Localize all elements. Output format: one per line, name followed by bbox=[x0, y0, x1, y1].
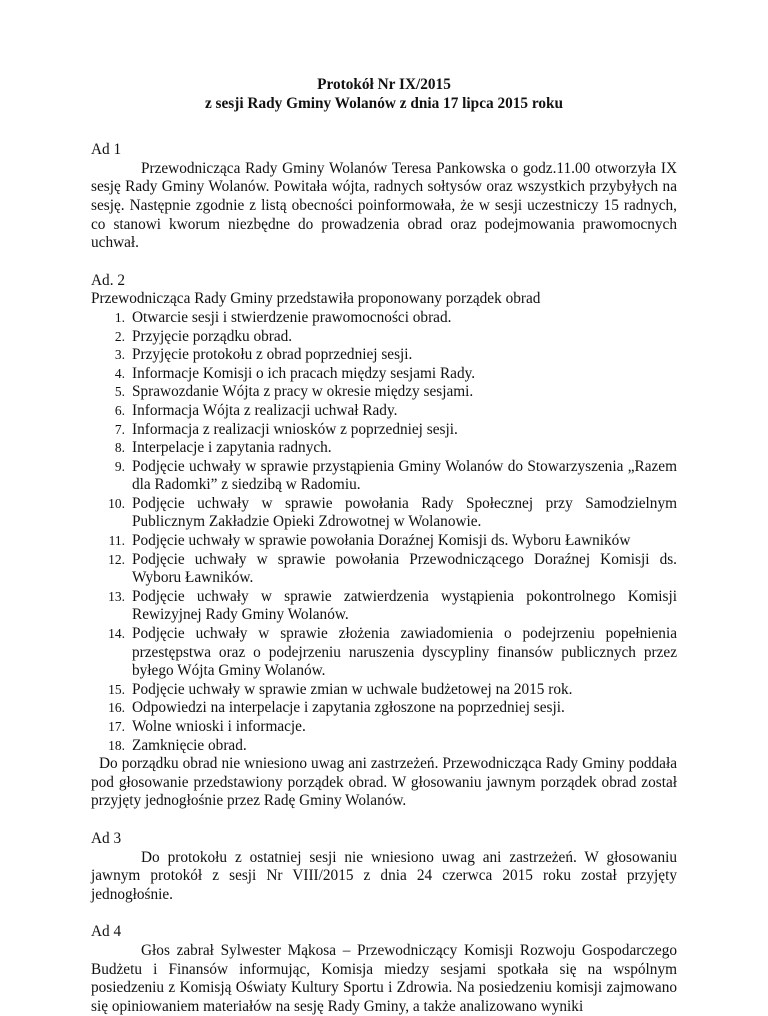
agenda-item-number: 1. bbox=[114, 309, 125, 325]
agenda-item-number: 18. bbox=[108, 737, 125, 753]
agenda-item-text: Otwarcie sesji i stwierdzenie prawomocności obrad. bbox=[132, 308, 452, 326]
agenda-item-number: 10. bbox=[108, 495, 125, 511]
agenda-item-text: Informacja z realizacji wniosków z poprzedniej sesji. bbox=[132, 420, 458, 438]
agenda-item bbox=[91, 699, 677, 718]
section-ad3 bbox=[91, 830, 677, 904]
agenda-item-text: Przyjęcie porządku obrad. bbox=[132, 327, 293, 345]
agenda-item bbox=[91, 309, 677, 328]
agenda-item-number: 2. bbox=[114, 328, 125, 344]
agenda-item-text: Przyjęcie protokołu z obrad poprzedniej sesji. bbox=[132, 346, 413, 364]
agenda-item-number: 6. bbox=[114, 402, 125, 418]
agenda-list bbox=[91, 309, 677, 755]
agenda-outro: Do porządku obrad nie wniesiono uwag ani zastrzeżeń. Przewodnicząca Rady Gminy poddała pod głosowanie przedstawiony porządek obrad. W głosowaniu jawnym porządek obrad został przyjęty jednogłośnie przez Radę Gminy Wolanów. bbox=[91, 755, 677, 810]
agenda-item bbox=[91, 421, 677, 440]
agenda-item bbox=[91, 495, 677, 532]
section-paragraph: Przewodnicząca Rady Gminy Wolanów Teresa Pankowska o godz.11.00 otworzyła IX sesję Rady Gminy Wolanów. Powitała wójta, radnych sołtysów oraz wszystkich przybyłych na sesję. Następnie zgodnie z listą obecności poinformowała, że w sesji uczestniczy 15 radnych, co stanowi kworum niezbędne do prowadzenia obrad oraz podejmowania prawomocnych uchwał. bbox=[91, 159, 677, 252]
agenda-item bbox=[91, 365, 677, 384]
section-heading: Ad 4 bbox=[91, 923, 122, 941]
agenda-item bbox=[91, 458, 677, 495]
agenda-item-text: Podjęcie uchwały w sprawie zatwierdzenia wystąpienia pokontrolnego Komisji Rewizyjnej Rady Gminy Wolanów. bbox=[132, 587, 677, 624]
agenda-item-number: 13. bbox=[108, 588, 125, 604]
agenda-item-text: Interpelacje i zapytania radnych. bbox=[132, 439, 332, 457]
agenda-item bbox=[91, 328, 677, 347]
agenda-item-number: 11. bbox=[108, 533, 125, 549]
agenda-item bbox=[91, 718, 677, 737]
agenda-item-number: 8. bbox=[114, 440, 125, 456]
agenda-item-number: 17. bbox=[108, 719, 125, 734]
document-title bbox=[91, 76, 677, 113]
section-ad2 bbox=[91, 272, 677, 811]
agenda-item-text: Odpowiedzi na interpelacje i zapytania zgłoszone na poprzedniej sesji. bbox=[132, 699, 565, 717]
agenda-item bbox=[91, 551, 677, 588]
agenda-item-number: 5. bbox=[114, 384, 125, 400]
agenda-item-number: 12. bbox=[108, 551, 125, 567]
agenda-item bbox=[91, 588, 677, 625]
agenda-item bbox=[91, 346, 677, 365]
agenda-item-number: 3. bbox=[114, 347, 125, 363]
agenda-item-number: 4. bbox=[114, 365, 125, 381]
agenda-item-text: Informacja Wójta z realizacji uchwał Rady. bbox=[132, 401, 398, 419]
section-heading: Ad 3 bbox=[91, 829, 122, 847]
section-paragraph: Do protokołu z ostatniej sesji nie wniesiono uwag ani zastrzeżeń. W głosowaniu jawnym protokół z sesji Nr VIII/2015 z dnia 24 czerwca 2015 roku został przyjęty jednogłośnie. bbox=[91, 848, 677, 903]
agenda-item-text: Wolne wnioski i informacje. bbox=[132, 718, 306, 735]
agenda-item-number: 9. bbox=[114, 458, 125, 474]
agenda-item-text: Podjęcie uchwały w sprawie powołania Rady Społecznej przy Samodzielnym Publicznym Zakładzie Opieki Zdrowotnej w Wolanowie. bbox=[132, 494, 677, 531]
agenda-item-number: 7. bbox=[114, 421, 125, 437]
agenda-item-text: Podjęcie uchwały w sprawie przystąpienia Gminy Wolanów do Stowarzyszenia „Razem dla Radomki” z siedzibą w Radomiu. bbox=[132, 457, 677, 494]
agenda-item-text: Podjęcie uchwały w sprawie zmian w uchwale budżetowej na 2015 rok. bbox=[132, 680, 573, 698]
section-heading: Ad 1 bbox=[91, 141, 122, 159]
section-paragraph: Głos zabrał Sylwester Mąkosa – Przewodniczący Komisji Rozwoju Gospodarczego Budżetu i Finansów informując, Komisja miedzy sesjami spotkała się na wspólnym posiedzeniu z Komisją Oświaty Kultury Sportu i Zdrowia. Na posiedzeniu komisji zajmowano się opiniowaniem materiałów na sesję Rady Gminy, a także analizowano wyniki bbox=[91, 941, 677, 1015]
title-line-2: z sesji Rady Gminy Wolanów z dnia 17 lipca 2015 roku bbox=[204, 94, 564, 112]
agenda-item-number: 16. bbox=[108, 700, 125, 716]
agenda-item bbox=[91, 439, 677, 458]
section-ad1 bbox=[91, 141, 677, 253]
section-heading: Ad. 2 bbox=[91, 271, 125, 289]
agenda-item-text: Podjęcie uchwały w sprawie złożenia zawiadomienia o podejrzeniu popełnienia przestępstwa oraz o podejrzeniu naruszenia dyscypliny finansów publicznych przez byłego Wójta Gminy Wolanów. bbox=[132, 625, 677, 680]
agenda-item bbox=[91, 737, 677, 756]
agenda-item-text: Informacje Komisji o ich pracach między sesjami Rady. bbox=[132, 364, 476, 382]
agenda-item-text: Podjęcie uchwały w sprawie powołania Doraźnej Komisji ds. Wyboru Ławników bbox=[132, 532, 631, 550]
agenda-item-text: Zamknięcie obrad. bbox=[132, 736, 247, 754]
agenda-item bbox=[91, 402, 677, 421]
agenda-intro: Przewodnicząca Rady Gminy przedstawiła proponowany porządek obrad bbox=[91, 290, 541, 308]
agenda-item-text: Sprawozdanie Wójta z pracy w okresie między sesjami. bbox=[132, 383, 474, 401]
agenda-item bbox=[91, 681, 677, 700]
agenda-item-number: 14. bbox=[108, 626, 125, 642]
agenda-item-number: 15. bbox=[108, 681, 125, 697]
title-line-1: Protokół Nr IX/2015 bbox=[317, 76, 451, 93]
agenda-item bbox=[91, 532, 677, 551]
agenda-item bbox=[91, 625, 677, 681]
section-ad4 bbox=[91, 923, 677, 1016]
agenda-item bbox=[91, 383, 677, 402]
agenda-item-text: Podjęcie uchwały w sprawie powołania Przewodniczącego Doraźnej Komisji ds. Wyboru Ławników. bbox=[132, 550, 677, 587]
